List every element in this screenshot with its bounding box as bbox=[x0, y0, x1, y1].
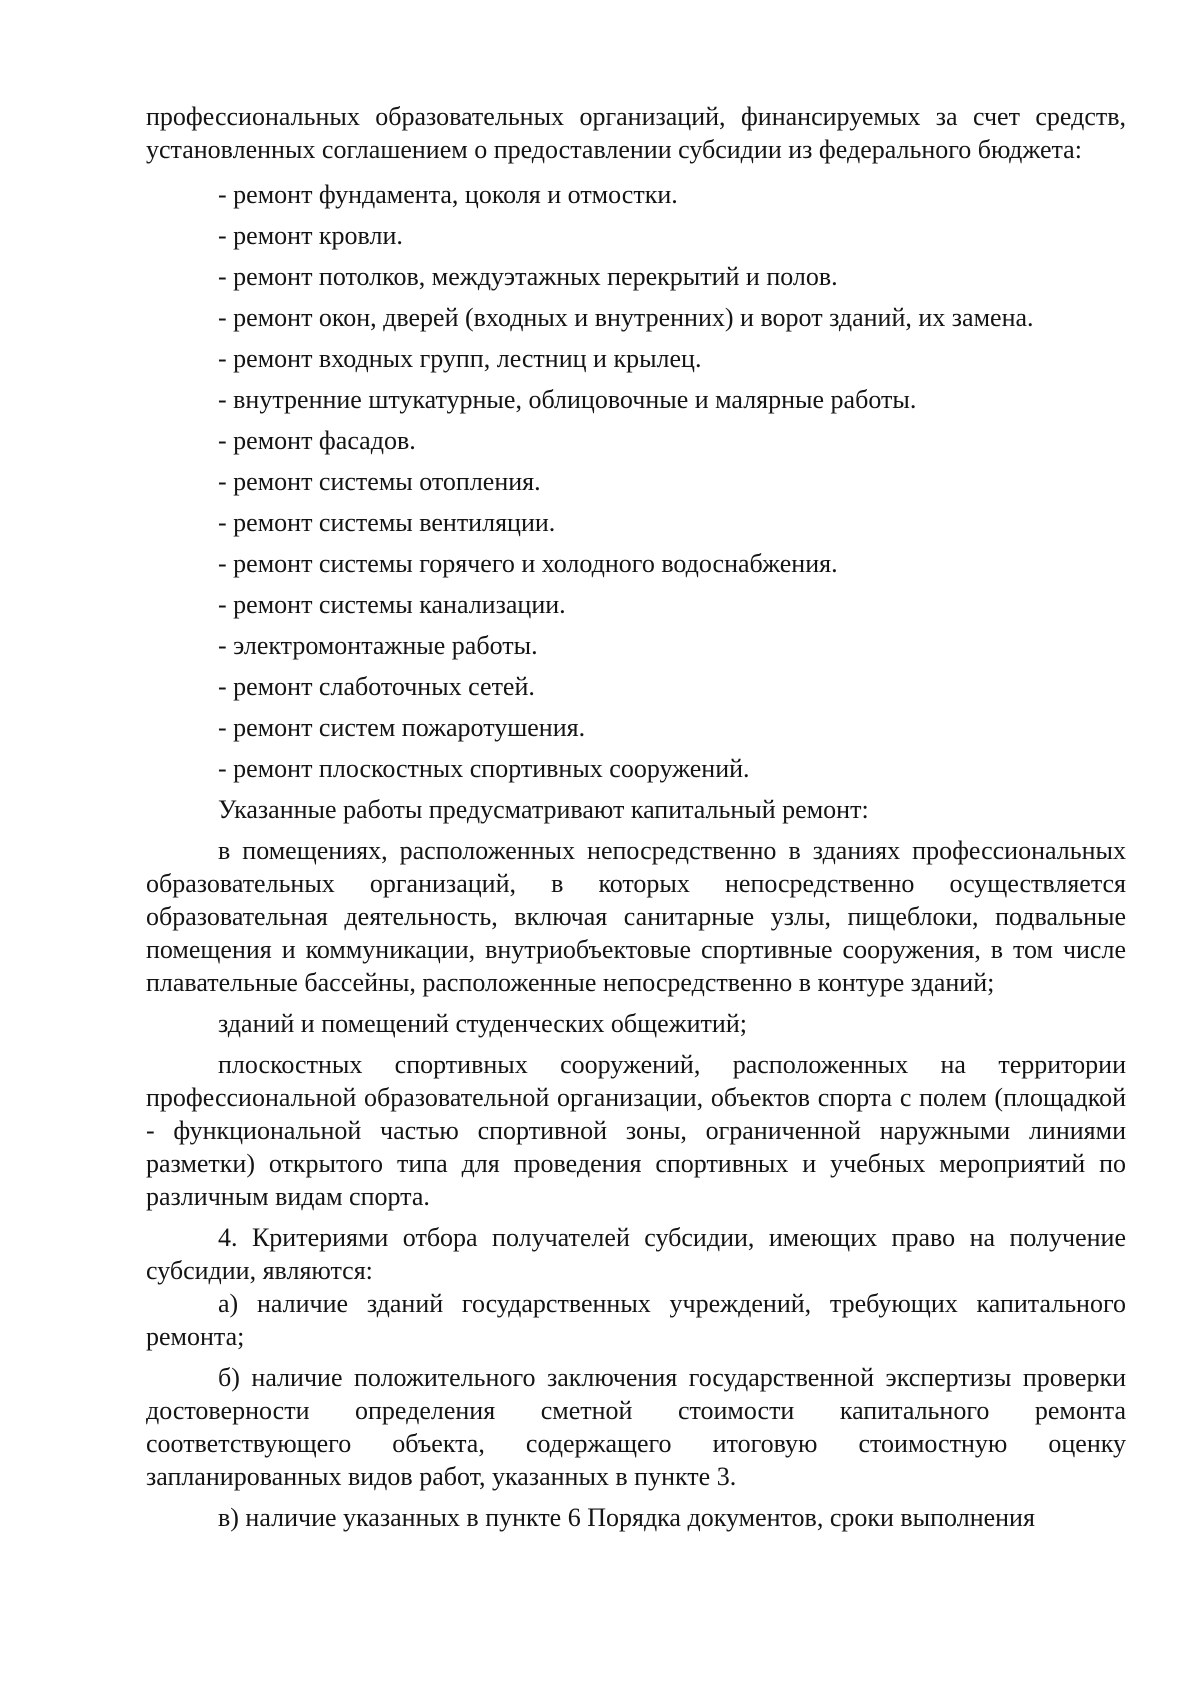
repair-list bbox=[146, 178, 1126, 785]
list-item: - ремонт систем пожаротушения. bbox=[218, 713, 586, 742]
list-item: - ремонт фасадов. bbox=[218, 426, 416, 455]
works-paragraph: в помещениях, расположенных непосредственно в зданиях профессиональных образовательных организаций, в которых непосредственно осуществляется образовательная деятельность, включая санитарные узлы, пищеблоки, подвальные помещения и коммуникации, внутриобъектовые спортивные сооружения, в том числе плавательные бассейны, расположенные непосредственно в контуре зданий; bbox=[146, 836, 1126, 997]
document-page bbox=[146, 100, 1126, 1534]
works-paragraph: плоскостных спортивных сооружений, расположенных на территории профессиональной образовательной организации, объектов спорта с полем (площадкой - функциональной частью спортивной зоны, ограниченной наружными линиями разметки) открытого типа для проведения спортивных и учебных мероприятий по различным видам спорта. bbox=[146, 1050, 1126, 1211]
criteria-intro: 4. Критериями отбора получателей субсидии, имеющих право на получение субсидии, являются: bbox=[146, 1223, 1126, 1285]
list-item: - электромонтажные работы. bbox=[218, 631, 538, 660]
list-item: - ремонт окон, дверей (входных и внутренних) и ворот зданий, их замена. bbox=[218, 303, 1034, 332]
list-item: - ремонт потолков, междуэтажных перекрытий и полов. bbox=[218, 262, 838, 291]
list-item: - ремонт системы канализации. bbox=[218, 590, 566, 619]
list-item: - ремонт входных групп, лестниц и крылец. bbox=[218, 344, 702, 373]
list-item: - ремонт системы вентиляции. bbox=[218, 508, 556, 537]
list-item: - ремонт системы горячего и холодного водоснабжения. bbox=[218, 549, 838, 578]
list-item: - ремонт фундамента, цоколя и отмостки. bbox=[218, 180, 678, 209]
list-item: - ремонт системы отопления. bbox=[218, 467, 541, 496]
criteria-item: а) наличие зданий государственных учреждений, требующих капитального ремонта; bbox=[146, 1289, 1126, 1351]
intro-paragraph: профессиональных образовательных организаций, финансируемых за счет средств, установленных соглашением о предоставлении субсидии из федерального бюджета: bbox=[146, 102, 1126, 164]
works-paragraph: зданий и помещений студенческих общежитий; bbox=[218, 1009, 747, 1038]
list-item: - внутренние штукатурные, облицовочные и малярные работы. bbox=[218, 385, 917, 414]
works-intro: Указанные работы предусматривают капитальный ремонт: bbox=[218, 795, 869, 824]
list-item: - ремонт слаботочных сетей. bbox=[218, 672, 535, 701]
criteria-item: б) наличие положительного заключения государственной экспертизы проверки достоверности определения сметной стоимости капитального ремонта соответствующего объекта, содержащего итоговую стоимостную оценку запланированных видов работ, указанных в пункте 3. bbox=[146, 1363, 1126, 1491]
list-item: - ремонт плоскостных спортивных сооружений. bbox=[218, 754, 750, 783]
list-item: - ремонт кровли. bbox=[218, 221, 403, 250]
criteria-item: в) наличие указанных в пункте 6 Порядка документов, сроки выполнения bbox=[218, 1503, 1035, 1532]
